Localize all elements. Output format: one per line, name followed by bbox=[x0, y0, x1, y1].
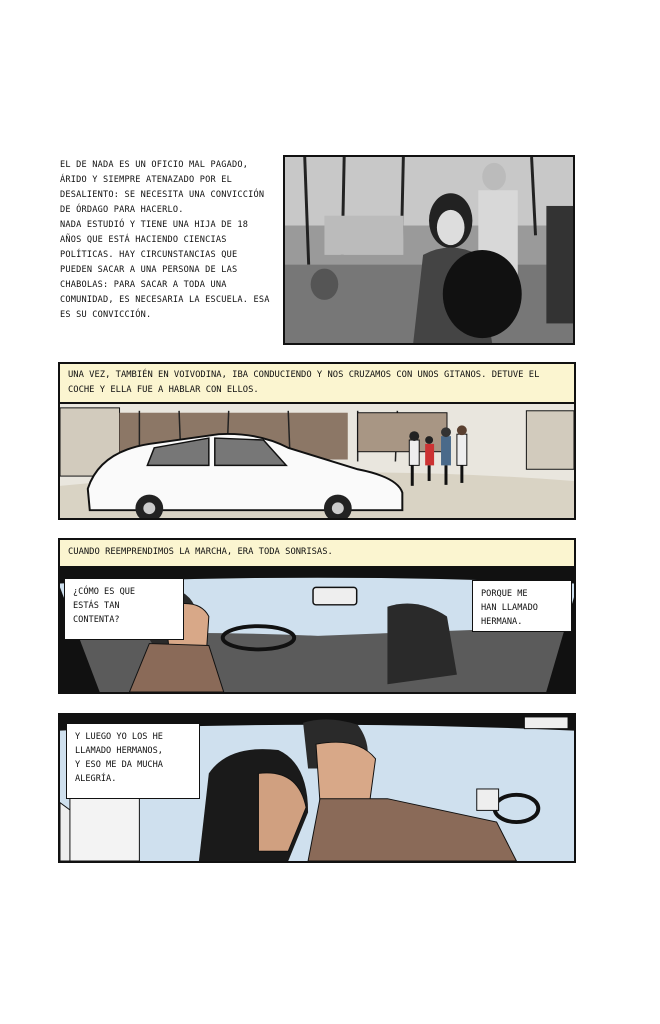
panel3-caption: CUANDO REEMPRENDIMOS LA MARCHA, ERA TODA SONRISAS. bbox=[58, 538, 576, 566]
car-interior-panel-1 bbox=[58, 566, 576, 694]
panel2-caption: UNA VEZ, TAMBIÉN EN VOIVODINA, IBA CONDUCIENDO Y NOS CRUZAMOS CON UNOS GITANOS. DETUVE EL COCHE Y ELLA FUE A HABLAR CON ELLOS. bbox=[60, 364, 574, 404]
car-interior-panel-2 bbox=[58, 713, 576, 863]
street-scene-panel bbox=[58, 362, 576, 520]
speech-bubble-answer: PORQUE ME HAN LLAMADO HERMANA. bbox=[472, 580, 572, 632]
photo-panel bbox=[283, 155, 575, 345]
speech-bubble-reply: Y LUEGO YO LOS HE LLAMADO HERMANOS, Y ESO ME DA MUCHA ALEGRÍA. bbox=[66, 723, 200, 799]
speech-bubble-question: ¿CÓMO ES QUE ESTÁS TAN CONTENTA? bbox=[64, 578, 184, 640]
photo-illustration bbox=[285, 157, 573, 343]
intro-caption: EL DE NADA ES UN OFICIO MAL PAGADO, ÁRIDO Y SIEMPRE ATENAZADO POR EL DESALIENTO: SE NECESITA UNA CONVICCIÓN DE ÓRDAGO PARA HACERLO. NADA ESTUDIÓ Y TIENE UNA HIJA DE 18 AÑOS QUE ESTÁ HACIENDO CIENCIAS POLÍTICAS. HAY CIRCUNSTANCIAS QUE PUEDEN SACAR A UNA PERSONA DE LAS CHABOLAS: PARA SACAR A TODA UNA COMUNIDAD, ES NECESARIA LA ESCUELA. ESA ES SU CONVICCIÓN. bbox=[60, 160, 270, 320]
